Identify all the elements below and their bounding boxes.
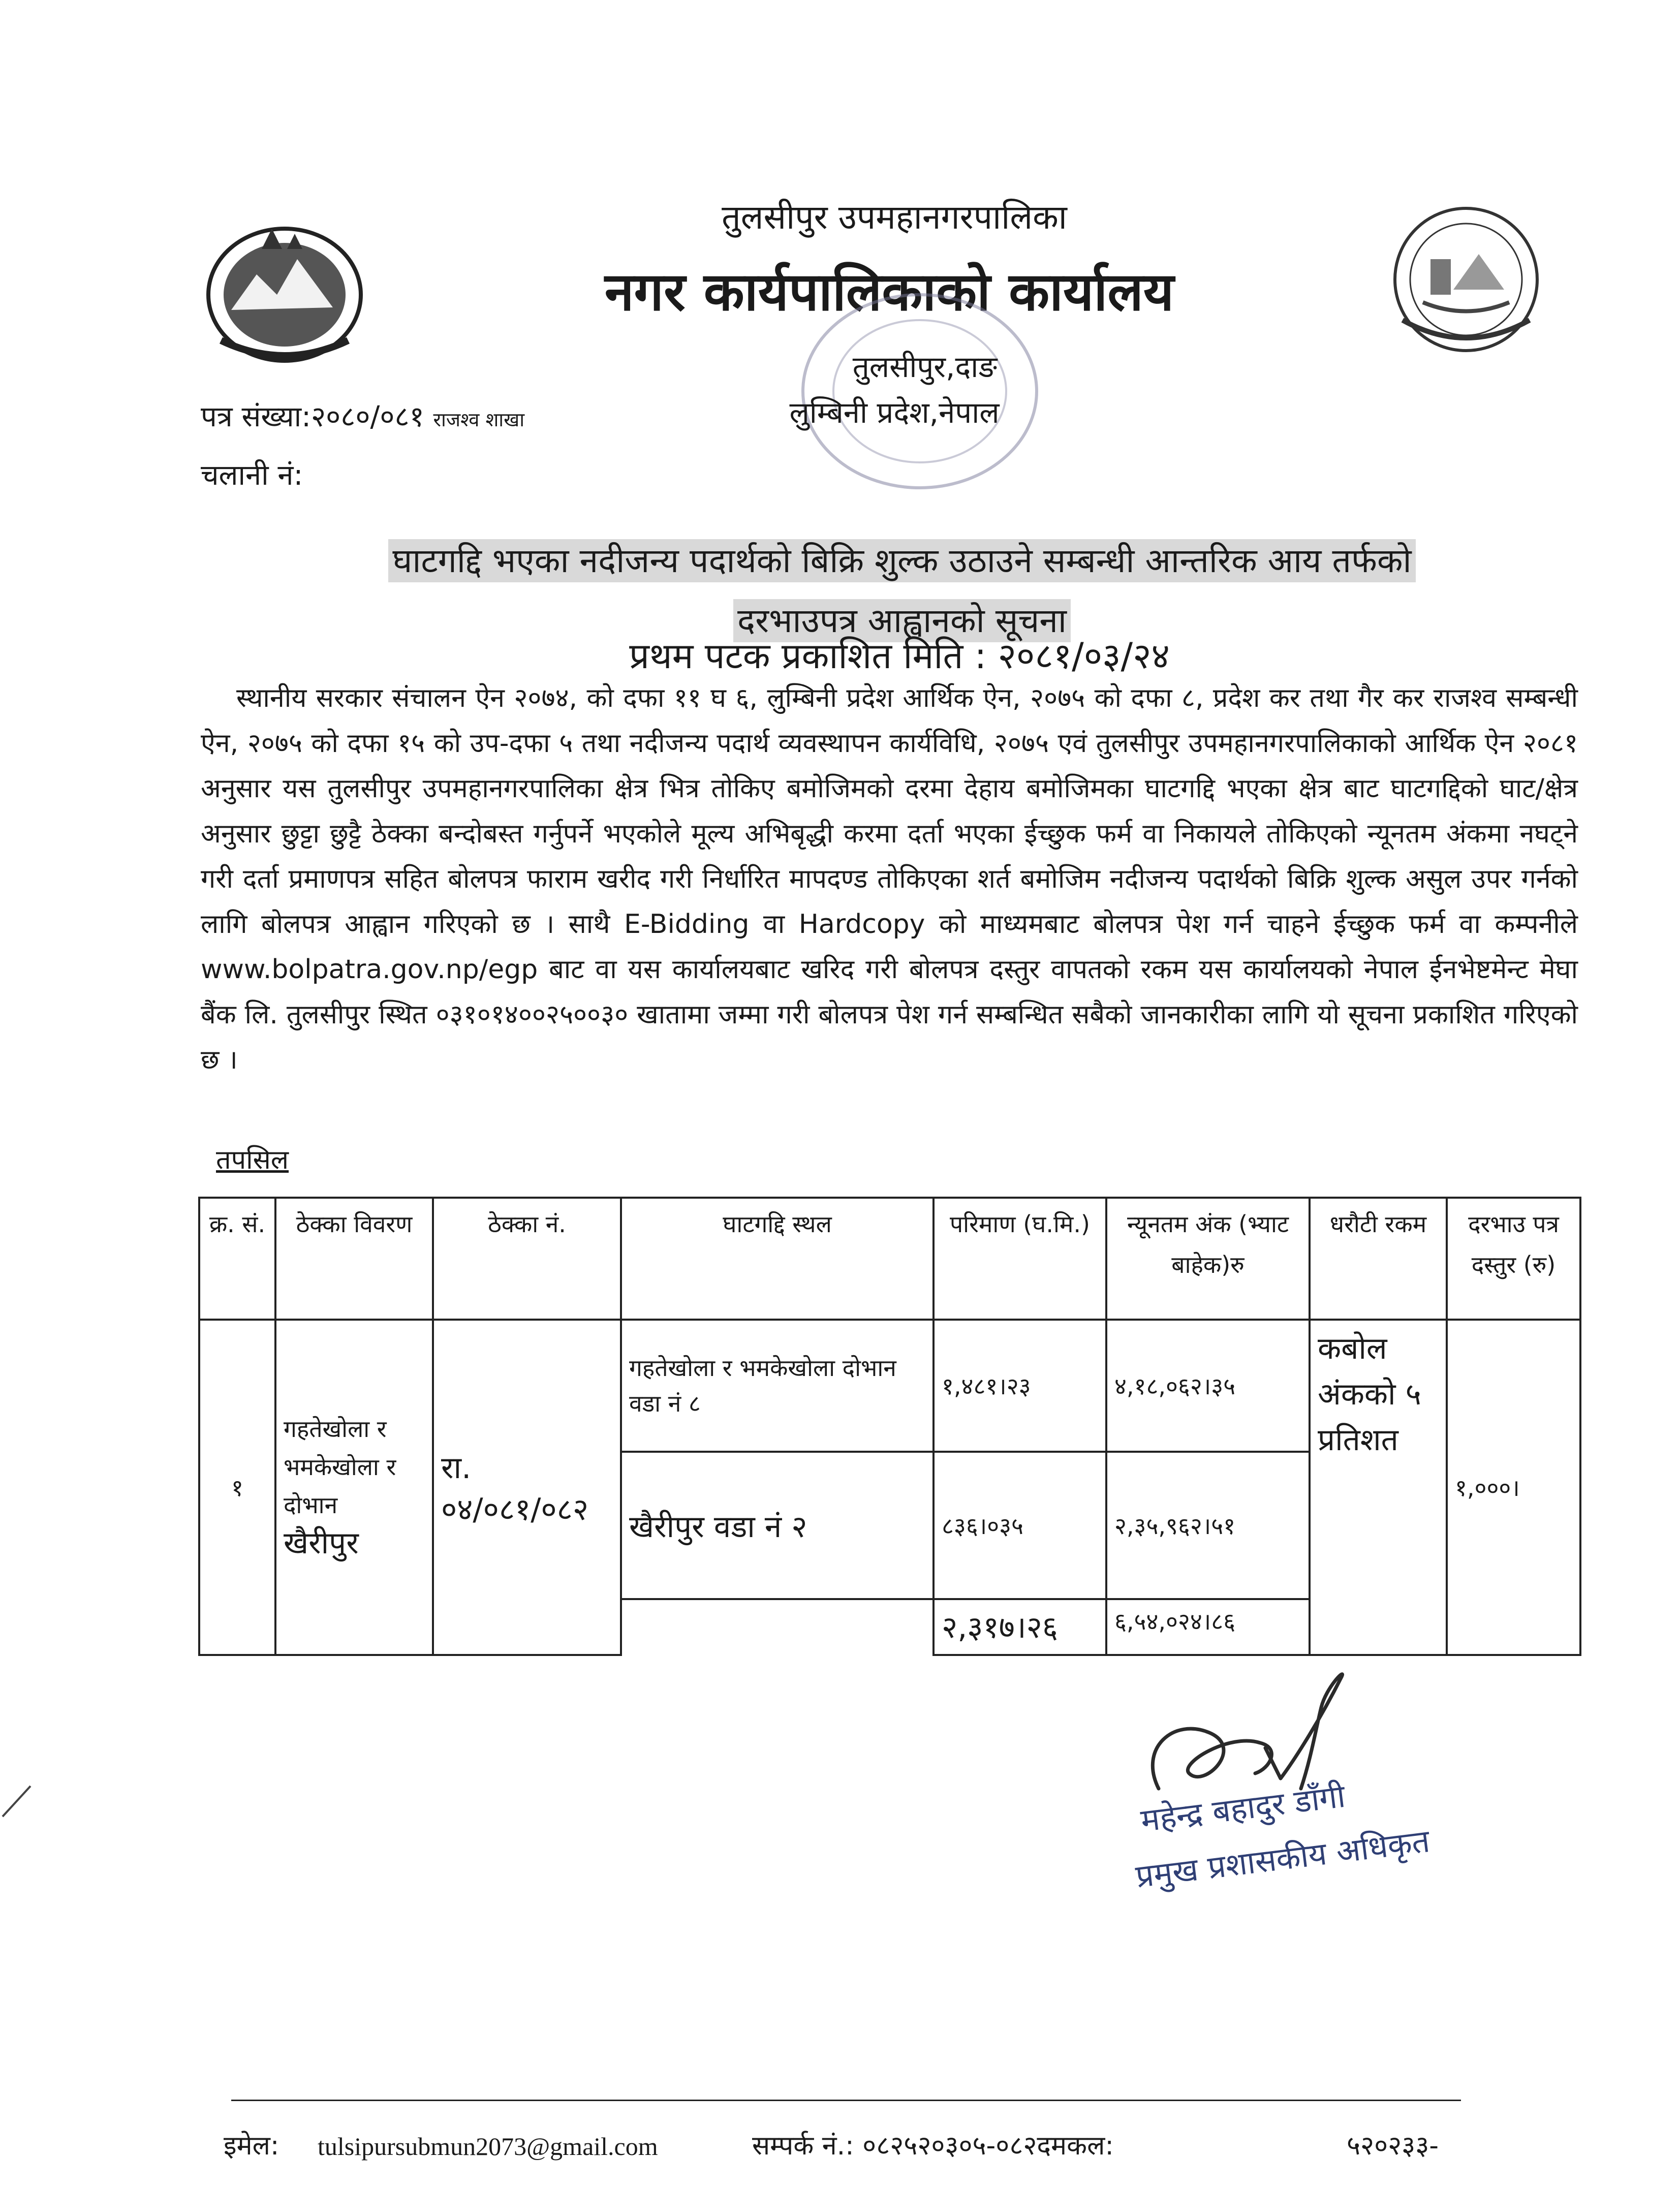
header-deposit: धरौटी रकम	[1310, 1198, 1447, 1320]
cell-qty-1: १,४८१।२३	[934, 1320, 1106, 1452]
footer-phone-number: ५२०२३३-	[1347, 2131, 1439, 2161]
nepal-government-emblem-icon	[201, 218, 368, 371]
footer-divider	[231, 2100, 1461, 2101]
header-min-amount: न्यूनतम अंक (भ्याट बाहेक)रु	[1106, 1198, 1310, 1320]
cell-amount-1: ४,१८,०६२।३५	[1106, 1320, 1310, 1452]
tulsipur-municipality-logo-icon	[1382, 203, 1550, 361]
footer-email[interactable]: tulsipursubmun2073@gmail.com	[318, 2132, 658, 2161]
signer-name: महेन्द्र बहादुर डाँगी	[1138, 1777, 1348, 1839]
office-location: तुलसीपुर,दाङ	[852, 350, 998, 384]
notice-body: स्थानीय सरकार संचालन ऐन २०७४, को दफा ११ घ ६, लुम्बिनी प्रदेश आर्थिक ऐन, २०७५ को दफा ८, प्रदेश कर तथा गैर कर राजश्व सम्बन्धी ऐन, २०७५ को दफा १५ को उप-दफा ५ तथा नदीजन्य पदार्थ व्यवस्थापन कार्यविधि, २०७५ एवं तुलसीपुर उपमहानगरपालिकाको आर्थिक ऐन २०८१ अनुसार यस तुलसीपुर उपमहानगरपालिका क्षेत्र भित्र तोकिए बमोजिमको दरमा देहाय बमोजिमका घाटगद्दि भएका क्षेत्र बाट घाटगद्दिको घाट/क्षेत्र अनुसार छुट्टा छुट्टै ठेक्का बन्दोबस्त गर्नुपर्ने भएकोले मूल्य अभिबृद्धी करमा दर्ता भएका ईच्छुक फर्म वा निकायले तोकिएको न्यूनतम अंकमा नघट्ने गरी दर्ता प्रमाणपत्र सहित बोलपत्र फाराम खरीद गरी निर्धारित मापदण्ड तोकिएका शर्त बमोजिम नदीजन्य पदार्थको बिक्रि शुल्क असुल उपर गर्नको लागि बोलपत्र आह्वान गरिएको छ । साथै E-Bidding वा Hardcopy को माध्यमबाट बोलपत्र पेश गर्न चाहने ईच्छुक फर्म वा कम्पनीले www.bolpatra.gov.np/egp बाट वा यस कार्यालयबाट खरिद गरी बोलपत्र दस्तुर वापतको रकम यस कार्यालयको नेपाल ईनभेष्टमेन्ट मेघा बैंक लि. तुलसीपुर स्थित ०३१०१४००२५००३० खातामा जम्मा गरी बोलपत्र पेश गर्न सम्बन्धित सबैको जानकारीका लागि यो सूचना प्रकाशित गरिएको छ ।	[201, 683, 1578, 1075]
cell-contract-desc	[275, 1320, 433, 1655]
published-date: प्रथम पटक प्रकाशित मिति : २०८१/०३/२४	[629, 635, 1170, 677]
municipality-name: तुलसीपुर उपमहानगरपालिका	[722, 198, 1067, 237]
header-sn: क्र. सं.	[199, 1198, 275, 1320]
margin-mark	[0, 1784, 36, 1819]
letter-number-label: पत्र संख्या:२०८०/०८१	[201, 400, 424, 433]
cell-deposit: कबोल अंकको ५ प्रतिशत	[1310, 1320, 1447, 1655]
header-quantity: परिमाण (घ.मि.)	[934, 1198, 1106, 1320]
cell-contract-desc-big: खैरीपुर	[284, 1525, 359, 1561]
cell-qty-2: ८३६।०३५	[934, 1452, 1106, 1599]
header-contract-no: ठेक्का नं.	[433, 1198, 621, 1320]
header-bid-fee: दरभाउ पत्र दस्तुर (रु)	[1447, 1198, 1580, 1320]
cell-contract-desc-small: गहतेखोला र भमकेखोला र दोभान	[284, 1415, 396, 1519]
cell-sn: १	[199, 1320, 275, 1655]
cell-amount-2: २,३५,९६२।५१	[1106, 1452, 1310, 1599]
branch-name: राजश्व शाखा	[433, 409, 525, 431]
cell-site-1: गहतेखोला र भमकेखोला दोभान वडा नं ८	[621, 1320, 934, 1452]
header-site: घाटगद्दि स्थल	[621, 1198, 934, 1320]
footer-email-label: इमेल:	[224, 2131, 279, 2161]
office-province: लुम्बिनी प्रदेश,नेपाल	[789, 395, 1000, 430]
cell-bid-fee: १,०००।	[1447, 1320, 1580, 1655]
table-row	[199, 1320, 1580, 1452]
cell-qty-total: २,३१७।२६	[934, 1599, 1106, 1655]
office-name: नगर कार्यपालिकाको कार्यालय	[604, 261, 1174, 323]
letter-number	[201, 396, 524, 435]
subject-line-1: घाटगद्दि भएका नदीजन्य पदार्थको बिक्रि शुल्क उठाउने सम्बन्धी आन्तरिक आय तर्फको	[388, 539, 1415, 582]
signer-title: प्रमुख प्रशासकीय अधिकृत	[1133, 1822, 1432, 1895]
schedule-table	[198, 1197, 1579, 1654]
schedule-label: तपसिल	[216, 1145, 289, 1175]
dispatch-number: चलानी नं:	[201, 459, 303, 492]
cell-contract-no: रा. ०४/०८१/०८२	[433, 1320, 621, 1655]
cell-site-2: खैरीपुर वडा नं २	[621, 1452, 934, 1599]
header-contract-desc: ठेक्का विवरण	[275, 1198, 433, 1320]
cell-site-empty	[621, 1599, 934, 1655]
footer-contact: सम्पर्क नं.: ०८२५२०३०५-०८२दमकल:	[752, 2131, 1114, 2161]
subject-line-2: दरभाउपत्र आह्वानको सूचना	[733, 599, 1071, 642]
cell-amount-total: ६,५४,०२४।८६	[1106, 1599, 1310, 1655]
